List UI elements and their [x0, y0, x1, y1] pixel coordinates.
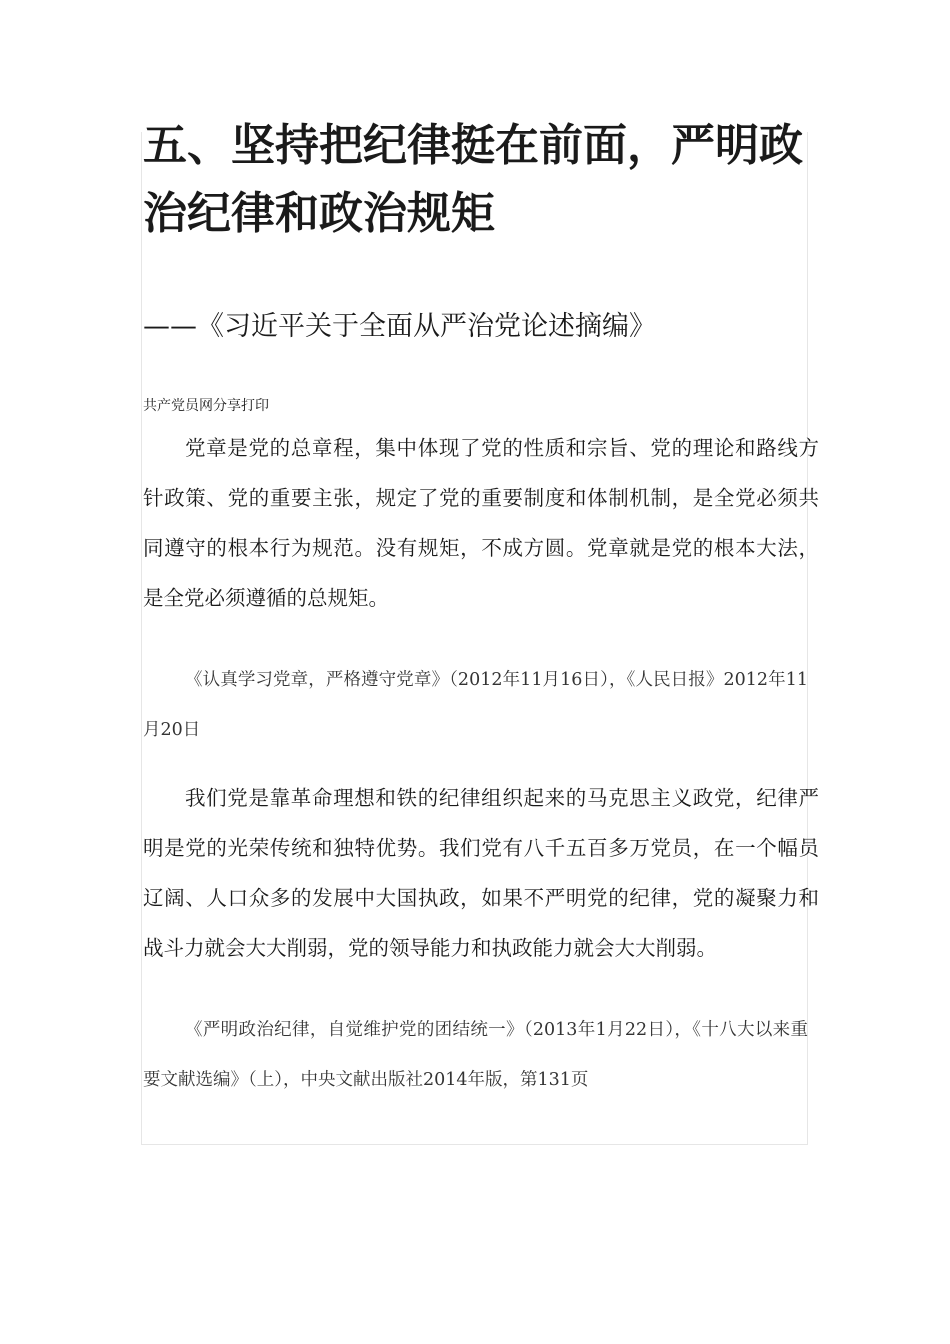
content-frame: [141, 132, 808, 1145]
source-share-print-line[interactable]: 共产党员网分享打印: [143, 398, 269, 414]
body-paragraph-1: 党章是党的总章程，集中体现了党的性质和宗旨、党的理论和路线方针政策、党的重要主张，规定了党的重要制度和体制机制，是全党必须共同遵守的根本行为规范。没有规矩，不成方圆。党章就是党的根本大法，是全党必须遵循的总规矩。: [143, 436, 819, 610]
citation-2: 《严明政治纪律，自觉维护党的团结统一》（2013年1月22日），《十八大以来重要文献选编》（上），中央文献出版社2014年版，第131页: [143, 1020, 808, 1090]
body-paragraph-2: 我们党是靠革命理想和铁的纪律组织起来的马克思主义政党，纪律严明是党的光荣传统和独特优势。我们党有八千五百多万党员，在一个幅员辽阔、人口众多的发展中大国执政，如果不严明党的纪律，党的凝聚力和战斗力就会大大削弱，党的领导能力和执政能力就会大大削弱。: [143, 786, 819, 960]
page-title: 五、坚持把纪律挺在前面，严明政治纪律和政治规矩: [143, 120, 803, 239]
citation-1: 《认真学习党章，严格遵守党章》（2012年11月16日），《人民日报》2012年11月20日: [143, 670, 808, 740]
page-subtitle: ——《习近平关于全面从严治党论述摘编》: [143, 311, 656, 342]
